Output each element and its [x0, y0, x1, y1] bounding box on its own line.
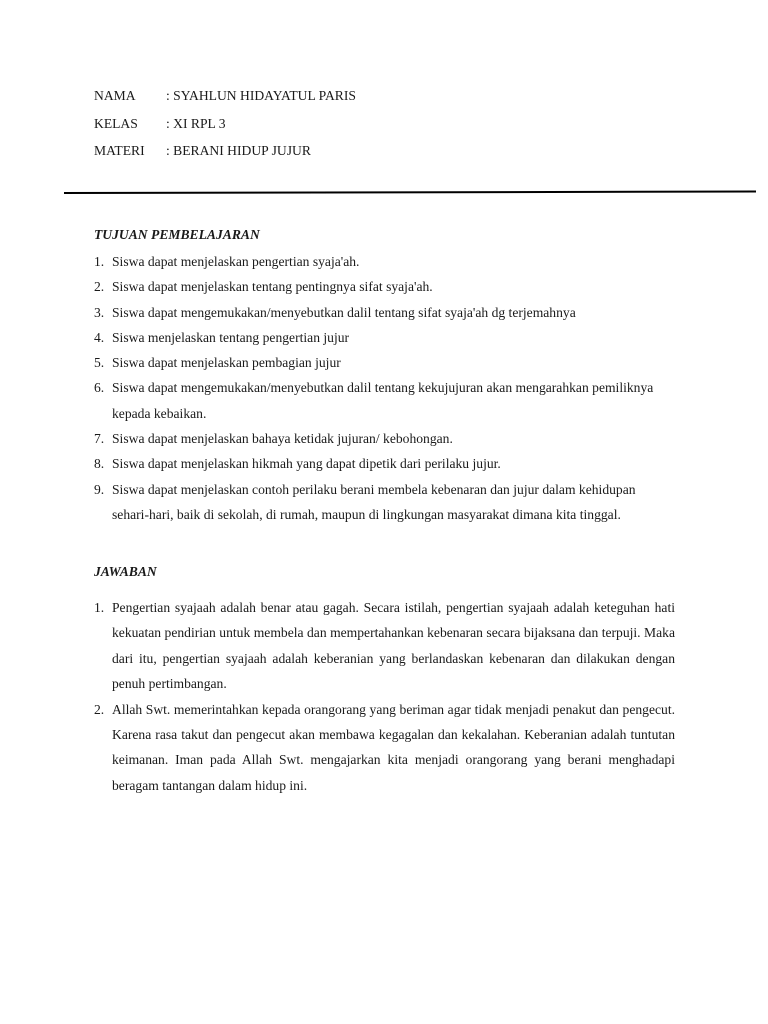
item-text: Siswa dapat menjelaskan bahaya ketidak jujuran/ kebohongan. — [112, 431, 453, 447]
item-number: 1. — [94, 600, 105, 615]
item-number: 1. — [94, 254, 105, 269]
subject-label: MATERI — [94, 143, 145, 158]
tujuan-title: TUJUAN PEMBELAJARAN — [94, 227, 260, 242]
tujuan-list — [94, 249, 684, 527]
item-text: Pengertian syajaah adalah benar atau gagah. Secara istilah, pengertian syajaah adalah keteguhan hati kekuatan pendirian untuk membela dan mempertahankan kebenaran secara bijaksana dan terpuji. Maka dari itu, pengertian syajaah adalah keberanian yang berlandaskan kebenaran dan dilakukan dengan penuh pertimbangan. — [112, 600, 675, 692]
name-label: NAMA — [94, 88, 136, 103]
item-text: Siswa menjelaskan tentang pengertian jujur — [112, 329, 350, 345]
subject-row — [94, 141, 356, 169]
student-info-header — [94, 86, 356, 169]
subject-value: : BERANI HIDUP JUJUR — [166, 143, 311, 158]
jawaban-list — [94, 595, 675, 798]
item-text: Siswa dapat menjelaskan contoh perilaku berani membela kebenaran dan jujur dalam kehidupan sehari-hari, baik di sekolah, di rumah, maupun di lingkungan masyarakat dimana kita tinggal. — [112, 481, 636, 522]
list-item — [94, 350, 684, 375]
list-item — [94, 300, 684, 325]
class-value: : XI RPL 3 — [166, 115, 226, 131]
item-number: 4. — [94, 329, 105, 345]
list-item — [94, 274, 684, 299]
item-text: Siswa dapat mengemukakan/menyebutkan dalil tentang kekujujuran akan mengarahkan pemiliknya kepada kebaikan. — [112, 380, 654, 421]
item-text: Siswa dapat menjelaskan hikmah yang dapat dipetik dari perilaku jujur. — [112, 456, 501, 472]
class-row — [94, 114, 356, 142]
jawaban-title: JAWABAN — [94, 564, 157, 579]
item-number: 7. — [94, 431, 105, 447]
item-number: 2. — [94, 279, 105, 295]
item-number: 6. — [94, 380, 105, 396]
list-item — [94, 249, 684, 274]
item-number: 9. — [94, 481, 105, 497]
list-item — [94, 325, 684, 350]
item-text: Siswa dapat mengemukakan/menyebutkan dalil tentang sifat syaja'ah dg terjemahnya — [112, 304, 576, 320]
item-text: Allah Swt. memerintahkan kepada orangorang yang beriman agar tidak menjadi penakut dan pengecut. Karena rasa takut dan pengecut akan membawa kegagalan dan kekalahan. Keberanian adalah tuntutan keimanan. Iman pada Allah Swt. mengajarkan kita menjadi orangorang yang berani menghadapi beragam tantangan dalam hidup ini. — [112, 701, 675, 793]
item-number: 2. — [94, 701, 105, 717]
list-item — [94, 426, 684, 451]
item-number: 3. — [94, 304, 105, 320]
class-label: KELAS — [94, 115, 138, 131]
item-number: 5. — [94, 355, 105, 371]
list-item — [94, 375, 684, 426]
item-text: Siswa dapat menjelaskan pengertian syaja'ah. — [112, 254, 360, 269]
item-number: 8. — [94, 456, 105, 472]
name-value: : SYAHLUN HIDAYATUL PARIS — [166, 88, 356, 103]
list-item — [94, 451, 684, 476]
item-text: Siswa dapat menjelaskan tentang pentingnya sifat syaja'ah. — [112, 279, 433, 295]
item-text: Siswa dapat menjelaskan pembagian jujur — [112, 355, 341, 371]
header-divider — [64, 191, 756, 194]
list-item — [94, 697, 675, 799]
list-item — [94, 477, 658, 528]
name-row — [94, 86, 356, 114]
list-item — [94, 595, 675, 697]
